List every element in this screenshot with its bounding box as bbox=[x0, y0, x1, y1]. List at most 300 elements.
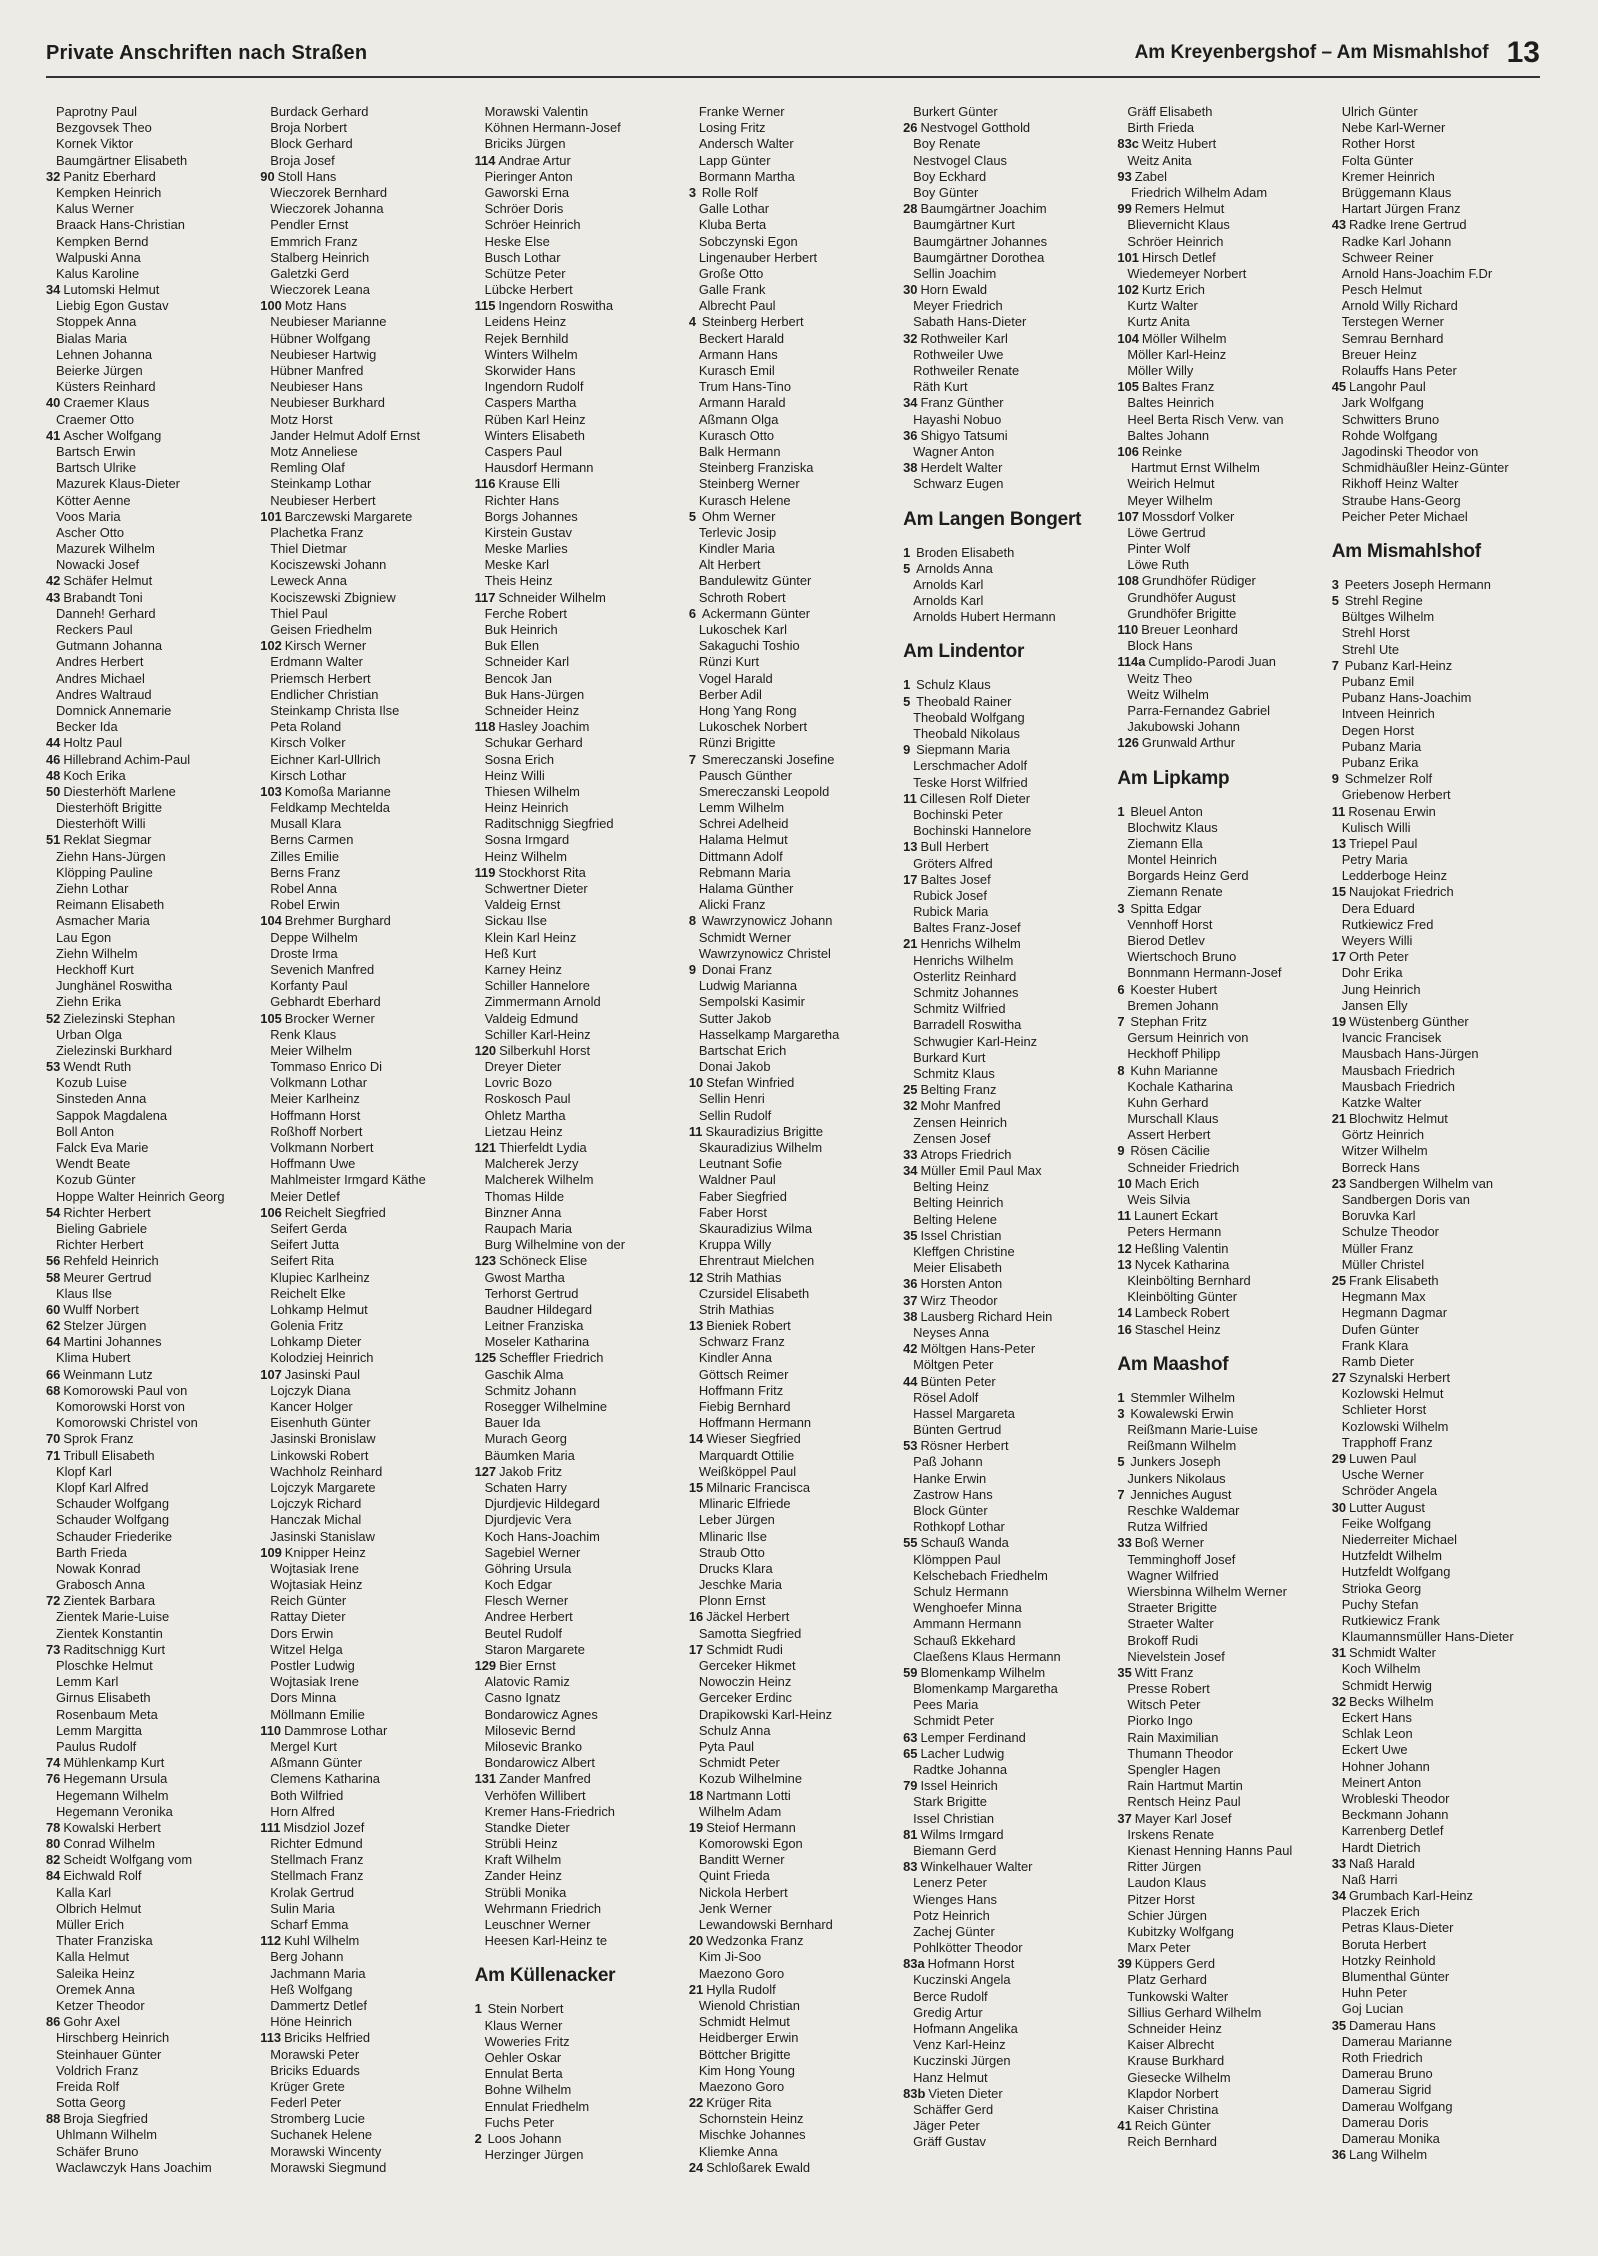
house-number: 1 bbox=[903, 544, 911, 560]
resident-name: Ziehn Hans-Jürgen bbox=[56, 848, 166, 864]
list-item bbox=[475, 1124, 689, 1140]
list-item bbox=[46, 2063, 260, 2079]
list-item bbox=[46, 2127, 260, 2143]
house-number: 38 bbox=[903, 1308, 918, 1324]
list-item bbox=[475, 1108, 689, 1124]
list-item bbox=[1117, 1859, 1331, 1875]
resident-name: Schauder Wolfgang bbox=[56, 1512, 169, 1528]
list-item bbox=[1332, 1661, 1546, 1677]
list-item bbox=[260, 1091, 474, 1107]
list-item bbox=[689, 1529, 903, 1545]
resident-name: Klein Karl Heinz bbox=[484, 929, 577, 945]
resident-name: Bleuel Anton bbox=[1130, 803, 1203, 819]
resident-name: Rutkiewicz Frank bbox=[1341, 1612, 1440, 1628]
list-item bbox=[903, 561, 1117, 577]
list-item bbox=[475, 509, 689, 525]
list-item bbox=[260, 752, 474, 768]
list-item bbox=[1332, 1451, 1546, 1467]
resident-name: Belting Helene bbox=[913, 1211, 997, 1227]
list-item bbox=[260, 314, 474, 330]
list-item bbox=[475, 2082, 689, 2098]
list-item bbox=[1332, 771, 1546, 787]
list-item bbox=[1332, 2001, 1546, 2017]
list-item bbox=[1332, 1079, 1546, 1095]
house-number: 43 bbox=[1331, 217, 1347, 233]
list-item bbox=[475, 1172, 689, 1188]
resident-name: Winkelhauer Walter bbox=[920, 1859, 1033, 1875]
list-item bbox=[1332, 577, 1546, 593]
list-item bbox=[475, 1852, 689, 1868]
resident-name: Schneider Karl bbox=[484, 654, 570, 670]
resident-name: Lausberg Richard Hein bbox=[920, 1308, 1053, 1324]
resident-name: Hegemann Wilhelm bbox=[56, 1787, 169, 1803]
list-item bbox=[260, 1707, 474, 1723]
resident-name: Rain Maximilian bbox=[1127, 1729, 1219, 1745]
list-item bbox=[475, 1593, 689, 1609]
list-item bbox=[903, 1406, 1117, 1422]
list-item bbox=[1117, 1908, 1331, 1924]
list-item bbox=[903, 153, 1117, 169]
list-item bbox=[475, 1205, 689, 1221]
list-item bbox=[260, 1933, 474, 1949]
resident-name: Deppe Wilhelm bbox=[270, 929, 358, 945]
list-item bbox=[689, 1868, 903, 1884]
list-item bbox=[475, 234, 689, 250]
resident-name: Laudon Klaus bbox=[1127, 1875, 1207, 1891]
list-item bbox=[689, 1933, 903, 1949]
resident-name: Barradell Roswitha bbox=[913, 1017, 1022, 1033]
resident-name: Koch Erika bbox=[63, 767, 126, 783]
resident-name: Schauß Ekkehard bbox=[913, 1632, 1016, 1648]
list-item bbox=[475, 201, 689, 217]
resident-name: Zachej Günter bbox=[913, 1923, 995, 1939]
house-number: 6 bbox=[1117, 981, 1125, 997]
resident-name: Bondarowicz Agnes bbox=[484, 1706, 598, 1722]
list-item bbox=[475, 444, 689, 460]
resident-name: Degen Horst bbox=[1341, 722, 1415, 738]
list-item bbox=[689, 1464, 903, 1480]
resident-name: Priemsch Herbert bbox=[270, 670, 371, 686]
house-number: 46 bbox=[46, 751, 61, 767]
resident-name: Skorwider Hans bbox=[484, 363, 576, 378]
resident-name: Lenerz Peter bbox=[913, 1875, 987, 1891]
list-item bbox=[903, 428, 1117, 444]
list-item bbox=[260, 1350, 474, 1366]
resident-name: Herdelt Walter bbox=[920, 460, 1003, 476]
resident-name: Meier Elisabeth bbox=[913, 1260, 1002, 1276]
house-number: 76 bbox=[46, 1771, 61, 1787]
list-item bbox=[1117, 884, 1331, 900]
list-item bbox=[1332, 1063, 1546, 1079]
list-item bbox=[903, 888, 1117, 904]
resident-name: Radtke Johanna bbox=[913, 1762, 1008, 1777]
house-number: 110 bbox=[1117, 622, 1139, 637]
house-number: 5 bbox=[688, 508, 697, 524]
list-item bbox=[260, 509, 474, 525]
resident-name: Arnolds Hubert Hermann bbox=[913, 609, 1056, 625]
list-item bbox=[1332, 917, 1546, 933]
resident-name: Rüben Karl Heinz bbox=[484, 411, 586, 427]
resident-name: Lemm Karl bbox=[56, 1674, 119, 1690]
resident-name: Pubanz Emil bbox=[1341, 674, 1415, 689]
resident-name: Pyta Paul bbox=[698, 1738, 755, 1754]
house-number: 78 bbox=[46, 1819, 61, 1835]
list-item bbox=[46, 832, 260, 848]
resident-name: Staron Margarete bbox=[484, 1641, 585, 1657]
resident-name: Wawrzynowicz Christel bbox=[698, 945, 831, 961]
resident-name: Peicher Peter Michael bbox=[1341, 508, 1468, 524]
list-item bbox=[260, 1788, 474, 1804]
list-item bbox=[46, 1658, 260, 1674]
list-item bbox=[260, 1771, 474, 1787]
list-item bbox=[1117, 820, 1331, 836]
resident-name: Heckhoff Philipp bbox=[1127, 1046, 1221, 1062]
list-item bbox=[1332, 2018, 1546, 2034]
list-item bbox=[1117, 412, 1331, 428]
resident-name: Zensen Josef bbox=[913, 1130, 991, 1146]
resident-name: Malcherek Jerzy bbox=[484, 1156, 579, 1172]
list-item bbox=[1332, 868, 1546, 884]
resident-name: Grundhöfer Brigitte bbox=[1127, 605, 1237, 621]
list-item bbox=[903, 1762, 1117, 1778]
resident-name: Damerau Hans bbox=[1349, 2017, 1436, 2033]
resident-name: Reinke bbox=[1141, 443, 1183, 459]
list-item bbox=[46, 978, 260, 994]
resident-name: Kociszewski Zbigniew bbox=[270, 589, 396, 605]
resident-name: Berns Franz bbox=[270, 864, 341, 880]
resident-name: Hegemann Ursula bbox=[63, 1771, 168, 1787]
house-number: 106 bbox=[1117, 443, 1139, 459]
list-item bbox=[475, 363, 689, 379]
street-heading: Am Mismahlshof bbox=[1331, 540, 1481, 562]
house-number: 101 bbox=[260, 508, 282, 524]
resident-name: Hassel Margareta bbox=[913, 1405, 1015, 1421]
list-item bbox=[475, 1302, 689, 1318]
resident-name: Kowalski Herbert bbox=[63, 1819, 161, 1835]
list-item bbox=[1332, 460, 1546, 476]
list-item bbox=[260, 1804, 474, 1820]
list-item bbox=[1332, 1872, 1546, 1888]
resident-name: Wiertschoch Bruno bbox=[1127, 949, 1237, 965]
list-item bbox=[1117, 1568, 1331, 1584]
house-number: 20 bbox=[688, 1933, 704, 1949]
list-item bbox=[689, 1059, 903, 1075]
list-item bbox=[1332, 1532, 1546, 1548]
list-item bbox=[903, 1293, 1117, 1309]
resident-name: Terhorst Gertrud bbox=[484, 1285, 579, 1301]
list-item bbox=[903, 1471, 1117, 1487]
resident-name: Hausdorf Hermann bbox=[484, 460, 594, 476]
list-item bbox=[260, 1431, 474, 1447]
resident-name: Herzinger Jürgen bbox=[484, 2147, 584, 2163]
resident-name: Schiller Hannelore bbox=[484, 978, 590, 994]
resident-name: Zander Manfred bbox=[499, 1771, 591, 1787]
resident-name: Oehler Oskar bbox=[484, 2049, 562, 2065]
list-item bbox=[1117, 2021, 1331, 2037]
list-item bbox=[260, 897, 474, 913]
list-item bbox=[1117, 1192, 1331, 1208]
house-number: 19 bbox=[1331, 1013, 1347, 1029]
list-item bbox=[903, 1794, 1117, 1810]
resident-name: Reißmann Wilhelm bbox=[1127, 1438, 1237, 1454]
list-item bbox=[475, 654, 689, 670]
list-item bbox=[475, 1399, 689, 1415]
resident-name: Mlinaric Elfriede bbox=[698, 1496, 791, 1512]
list-item bbox=[475, 1383, 689, 1399]
list-item bbox=[475, 525, 689, 541]
resident-name: Mausbach Friedrich bbox=[1341, 1078, 1455, 1094]
list-item bbox=[260, 525, 474, 541]
list-item bbox=[475, 784, 689, 800]
house-number: 34 bbox=[903, 395, 918, 411]
list-item bbox=[689, 1788, 903, 1804]
house-number: 3 bbox=[1117, 900, 1125, 916]
resident-name: Holtz Paul bbox=[63, 735, 123, 751]
resident-name: Baumgärtner Elisabeth bbox=[56, 152, 188, 168]
resident-name: Milosevic Bernd bbox=[484, 1722, 576, 1738]
list-item bbox=[1332, 933, 1546, 949]
resident-name: Thierfeldt Lydia bbox=[499, 1140, 587, 1155]
resident-name: Müller Emil Paul Max bbox=[920, 1163, 1042, 1179]
resident-name: Hylla Rudolf bbox=[706, 1981, 776, 1997]
resident-name: Becks Wilhelm bbox=[1349, 1693, 1434, 1709]
resident-name: Reichelt Elke bbox=[270, 1285, 346, 1301]
resident-name: Schaten Harry bbox=[484, 1479, 567, 1495]
resident-name: Niederreiter Michael bbox=[1341, 1531, 1458, 1547]
resident-name: Blochwitz Helmut bbox=[1349, 1111, 1448, 1127]
list-item bbox=[475, 816, 689, 832]
list-item bbox=[689, 2111, 903, 2127]
resident-name: Kuhn Gerhard bbox=[1127, 1094, 1209, 1110]
resident-name: Zastrow Hans bbox=[913, 1486, 993, 1502]
list-item bbox=[1117, 1257, 1331, 1273]
resident-name: Voos Maria bbox=[56, 508, 121, 524]
list-item bbox=[903, 298, 1117, 314]
resident-name: Bormann Martha bbox=[698, 168, 795, 184]
house-number: 19 bbox=[688, 1819, 704, 1835]
resident-name: Erdmann Walter bbox=[270, 654, 363, 670]
list-item bbox=[260, 1027, 474, 1043]
resident-name: Asmacher Maria bbox=[56, 913, 150, 929]
list-item bbox=[689, 849, 903, 865]
resident-name: Assert Herbert bbox=[1127, 1127, 1211, 1143]
list-item bbox=[1332, 136, 1546, 152]
resident-name: Dors Erwin bbox=[270, 1625, 334, 1641]
list-item bbox=[903, 1034, 1117, 1050]
list-item bbox=[46, 671, 260, 687]
list-item bbox=[260, 1140, 474, 1156]
house-number: 16 bbox=[688, 1609, 704, 1625]
list-item bbox=[1332, 1645, 1546, 1661]
house-number: 33 bbox=[1331, 1855, 1347, 1871]
list-item bbox=[689, 509, 903, 525]
list-item bbox=[46, 1302, 260, 1318]
list-item bbox=[475, 1334, 689, 1350]
resident-name: Losing Fritz bbox=[698, 120, 766, 136]
list-item bbox=[1117, 1697, 1331, 1713]
resident-name: Müller Franz bbox=[1341, 1240, 1414, 1256]
list-item bbox=[260, 1885, 474, 1901]
list-item bbox=[46, 865, 260, 881]
list-item bbox=[475, 1804, 689, 1820]
list-item bbox=[1332, 1143, 1546, 1159]
house-number: 104 bbox=[260, 913, 282, 929]
resident-name: Kim Ji-Soo bbox=[698, 1949, 762, 1965]
resident-name: Nowacki Josef bbox=[56, 557, 140, 573]
resident-name: Fiebig Bernhard bbox=[698, 1399, 791, 1414]
house-number: 30 bbox=[1331, 1499, 1347, 1515]
resident-name: Kindler Maria bbox=[698, 541, 775, 557]
list-item bbox=[260, 573, 474, 589]
list-item bbox=[475, 282, 689, 298]
list-item bbox=[1117, 1422, 1331, 1438]
resident-name: Bünten Peter bbox=[920, 1373, 996, 1389]
list-item bbox=[689, 671, 903, 687]
house-number: 65 bbox=[903, 1745, 918, 1761]
list-item bbox=[260, 1723, 474, 1739]
list-item bbox=[475, 1755, 689, 1771]
list-item bbox=[475, 1545, 689, 1561]
house-number: 66 bbox=[46, 1366, 61, 1382]
resident-name: Heß Wolfgang bbox=[270, 1981, 353, 1997]
list-item bbox=[1117, 1649, 1331, 1665]
house-number: 34 bbox=[1331, 1888, 1347, 1904]
house-number: 112 bbox=[260, 1933, 282, 1949]
list-item bbox=[689, 331, 903, 347]
resident-name: Andrae Artur bbox=[498, 152, 571, 168]
resident-name: Damerau Monika bbox=[1341, 2130, 1440, 2146]
list-item bbox=[1332, 1629, 1546, 1645]
list-item bbox=[475, 881, 689, 897]
house-number: 52 bbox=[46, 1010, 61, 1026]
resident-name: Kurasch Helene bbox=[698, 492, 791, 508]
list-item bbox=[260, 1739, 474, 1755]
list-item bbox=[475, 2050, 689, 2066]
list-item bbox=[1332, 185, 1546, 201]
resident-name: Morawski Valentin bbox=[484, 104, 589, 119]
list-item bbox=[903, 476, 1117, 492]
resident-name: Thiel Paul bbox=[270, 605, 328, 621]
list-item bbox=[689, 687, 903, 703]
list-item bbox=[260, 395, 474, 411]
list-item bbox=[903, 2070, 1117, 2086]
list-item bbox=[1332, 884, 1546, 900]
list-item bbox=[689, 703, 903, 719]
resident-name: Ackermann Günter bbox=[701, 605, 811, 621]
list-item bbox=[46, 1642, 260, 1658]
list-item bbox=[46, 1949, 260, 1965]
resident-name: Kuczinski Angela bbox=[913, 1972, 1011, 1988]
resident-name: Pieringer Anton bbox=[484, 168, 573, 184]
house-number: 32 bbox=[903, 1098, 918, 1114]
list-item bbox=[689, 2047, 903, 2063]
resident-name: Ennulat Friedhelm bbox=[484, 2098, 590, 2114]
list-item bbox=[689, 1982, 903, 1998]
list-item bbox=[903, 1778, 1117, 1794]
resident-name: Reich Bernhard bbox=[1127, 2134, 1217, 2150]
house-number: 13 bbox=[1331, 835, 1347, 851]
resident-name: Koch Edgar bbox=[484, 1577, 552, 1593]
resident-name: Petry Maria bbox=[1341, 852, 1408, 868]
resident-name: Grumbach Karl-Heinz bbox=[1349, 1888, 1473, 1904]
list-item bbox=[260, 1658, 474, 1674]
list-item bbox=[689, 1707, 903, 1723]
resident-name: Irskens Renate bbox=[1127, 1826, 1215, 1842]
list-item bbox=[1332, 1354, 1546, 1370]
resident-name: Craemer Klaus bbox=[63, 395, 150, 411]
list-item bbox=[1332, 706, 1546, 722]
resident-name: Panitz Eberhard bbox=[63, 168, 156, 184]
resident-name: Böttcher Brigitte bbox=[698, 2046, 791, 2062]
resident-name: Kluba Berta bbox=[698, 217, 767, 233]
house-number: 8 bbox=[1117, 1062, 1125, 1078]
house-number: 35 bbox=[1117, 1664, 1132, 1680]
resident-name: Flesch Werner bbox=[484, 1593, 569, 1609]
resident-name: Zientek Barbara bbox=[63, 1593, 156, 1609]
list-item bbox=[260, 638, 474, 654]
list-item bbox=[260, 1868, 474, 1884]
list-item bbox=[475, 1917, 689, 1933]
list-item bbox=[475, 800, 689, 816]
resident-name: Gröters Alfred bbox=[913, 855, 993, 871]
list-item bbox=[1117, 1176, 1331, 1192]
house-number: 10 bbox=[1117, 1175, 1132, 1191]
list-item bbox=[1117, 638, 1331, 654]
list-item bbox=[475, 671, 689, 687]
resident-name: Meurer Gertrud bbox=[63, 1269, 152, 1285]
list-item bbox=[46, 1593, 260, 1609]
resident-name: Sinsteden Anna bbox=[56, 1091, 147, 1107]
house-number: 109 bbox=[260, 1544, 282, 1560]
resident-name: Heckhoff Kurt bbox=[56, 961, 134, 977]
list-item bbox=[903, 953, 1117, 969]
list-item bbox=[475, 638, 689, 654]
list-item bbox=[1332, 1322, 1546, 1338]
list-item bbox=[689, 1658, 903, 1674]
list-item bbox=[1117, 1322, 1331, 1338]
resident-name: Straube Hans-Georg bbox=[1341, 492, 1461, 508]
resident-name: Danneh! Gerhard bbox=[56, 605, 156, 621]
resident-name: Lau Egon bbox=[56, 929, 112, 945]
list-item bbox=[1117, 735, 1331, 751]
list-item bbox=[1117, 1552, 1331, 1568]
resident-name: Galle Frank bbox=[698, 282, 766, 298]
list-item bbox=[903, 807, 1117, 823]
list-item bbox=[903, 1584, 1117, 1600]
list-item bbox=[475, 1367, 689, 1383]
list-item bbox=[903, 1892, 1117, 1908]
list-item bbox=[475, 1496, 689, 1512]
list-item bbox=[689, 1480, 903, 1496]
resident-name: Neubieser Hartwig bbox=[270, 346, 377, 362]
list-item bbox=[689, 2063, 903, 2079]
house-number: 9 bbox=[1117, 1143, 1125, 1159]
resident-name: Drucks Klara bbox=[698, 1560, 773, 1576]
list-item bbox=[903, 1908, 1117, 1924]
house-number: 25 bbox=[1331, 1272, 1347, 1288]
list-item bbox=[46, 1011, 260, 1027]
list-item bbox=[46, 1383, 260, 1399]
list-item bbox=[475, 2131, 689, 2147]
resident-name: Mayer Karl Josef bbox=[1134, 1810, 1232, 1826]
resident-name: Möller Wilhelm bbox=[1141, 330, 1227, 346]
resident-name: Dera Eduard bbox=[1341, 900, 1415, 916]
list-item bbox=[689, 865, 903, 881]
list-item bbox=[46, 1609, 260, 1625]
list-item bbox=[903, 1147, 1117, 1163]
resident-name: Nievelstein Josef bbox=[1127, 1648, 1225, 1664]
list-item bbox=[475, 687, 689, 703]
